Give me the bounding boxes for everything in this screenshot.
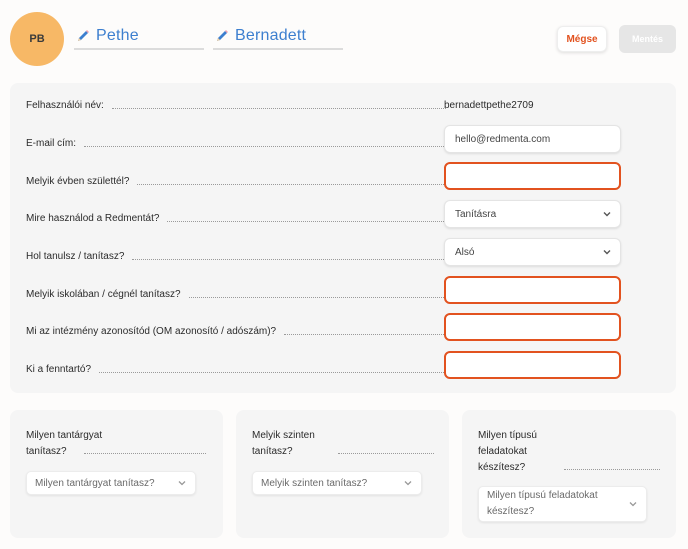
task-types-question-line2: feladatokat (478, 446, 527, 457)
subjects-card (10, 410, 223, 538)
levels-question (252, 428, 315, 460)
pencil-icon (76, 29, 90, 43)
dotted-leader (84, 453, 206, 454)
email-field[interactable]: hello@redmenta.com (444, 125, 621, 153)
last-name-field[interactable] (74, 24, 204, 50)
chevron-down-icon (403, 478, 413, 488)
study-teach-label: Hol tanulsz / tanítasz? (26, 250, 125, 262)
task-types-card (462, 410, 676, 538)
subjects-question (26, 428, 102, 460)
levels-select[interactable] (252, 471, 422, 495)
dotted-leader (564, 469, 660, 470)
subjects-question-line2: tanítasz? (26, 446, 67, 457)
birth-year-label: Melyik évben születtél? (26, 175, 130, 187)
email-row (26, 133, 446, 153)
dotted-leader (189, 288, 446, 298)
levels-question-line2: tanítasz? (252, 446, 293, 457)
task-types-question-line3: készítesz? (478, 462, 526, 473)
study-teach-selected-value: Alsó (455, 246, 475, 258)
task-types-placeholder (487, 488, 598, 520)
levels-card (236, 410, 449, 538)
birth-year-field[interactable] (444, 162, 621, 190)
dotted-leader (99, 363, 446, 373)
usage-selected-value: Tanításra (455, 208, 497, 220)
pencil-icon (215, 29, 229, 43)
task-types-placeholder-line2: készítesz? (487, 506, 535, 517)
levels-placeholder: Melyik szinten tanítasz? (261, 477, 368, 489)
task-types-placeholder-line1: Milyen típusú feladatokat (487, 490, 598, 501)
study-teach-row (26, 246, 446, 266)
maintainer-field[interactable] (444, 351, 621, 379)
institution-id-row (26, 321, 446, 341)
institution-id-field[interactable] (444, 313, 621, 341)
maintainer-label: Ki a fenntartó? (26, 363, 92, 375)
dotted-leader (132, 250, 446, 260)
institution-id-label: Mi az intézmény azonosítód (OM azonosító / adószám)? (26, 325, 277, 337)
chevron-down-icon (177, 478, 187, 488)
username-value: bernadettpethe2709 (444, 100, 534, 111)
usage-select[interactable] (444, 200, 621, 228)
school-field[interactable] (444, 276, 621, 304)
chevron-down-icon (628, 499, 638, 509)
dotted-leader (84, 137, 446, 147)
dotted-leader (284, 325, 446, 335)
task-types-select[interactable] (478, 486, 647, 522)
usage-label: Mire használod a Redmentát? (26, 212, 160, 224)
username-label: Felhasználói név: (26, 99, 104, 111)
subjects-question-line1: Milyen tantárgyat (26, 430, 103, 441)
chevron-down-icon (602, 209, 612, 219)
subjects-select[interactable] (26, 471, 196, 495)
username-row (26, 95, 446, 115)
usage-row (26, 208, 446, 228)
task-types-question-line1: Milyen típusú (478, 430, 537, 441)
last-name-value: Pethe (96, 27, 139, 44)
avatar-initials: PB (29, 33, 45, 45)
maintainer-row (26, 359, 446, 379)
save-button[interactable]: Mentés (619, 25, 676, 53)
cancel-button[interactable]: Mégse (557, 26, 607, 52)
study-teach-select[interactable] (444, 238, 621, 266)
birth-year-row (26, 171, 446, 191)
dotted-leader (137, 175, 446, 185)
first-name-field[interactable] (213, 24, 343, 50)
dotted-leader (338, 453, 434, 454)
profile-form-card (10, 83, 676, 393)
dotted-leader (112, 99, 446, 109)
task-types-question (478, 428, 537, 476)
dotted-leader (167, 212, 446, 222)
first-name-value: Bernadett (235, 27, 307, 44)
subjects-placeholder: Milyen tantárgyat tanítasz? (35, 477, 155, 489)
email-label: E-mail cím: (26, 137, 76, 149)
chevron-down-icon (602, 247, 612, 257)
school-label: Melyik iskolában / cégnél tanítasz? (26, 288, 181, 300)
avatar[interactable] (10, 12, 64, 66)
levels-question-line1: Melyik szinten (252, 430, 315, 441)
school-row (26, 284, 446, 304)
